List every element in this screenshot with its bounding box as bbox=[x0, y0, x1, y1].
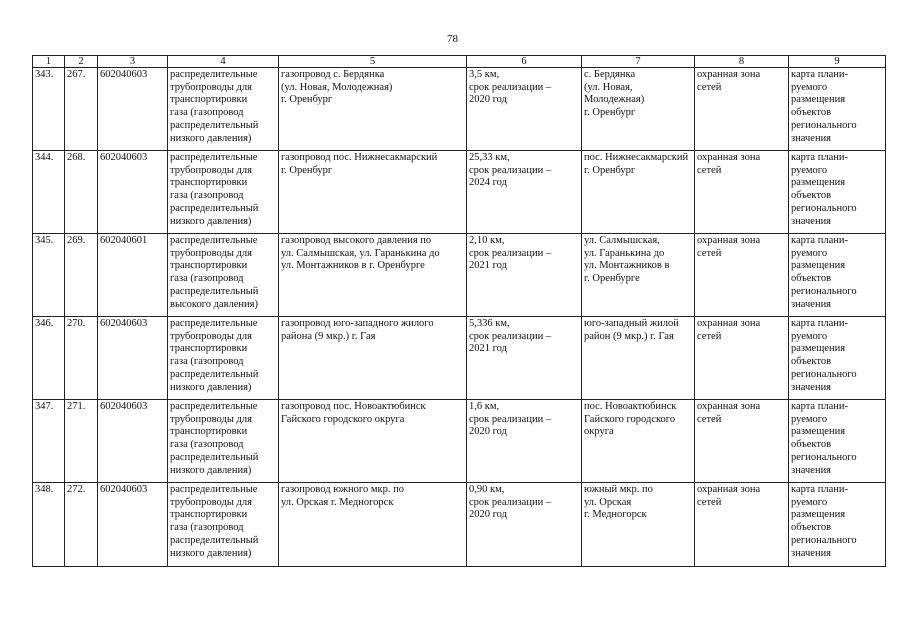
cell-line: транспортировки bbox=[170, 343, 248, 355]
cell-line: регионального bbox=[791, 119, 857, 131]
cell-line: охранная зона bbox=[697, 484, 761, 495]
cell-line: руемого bbox=[791, 496, 828, 508]
cell-line: с. Бердянка bbox=[584, 69, 636, 80]
code-cell: 602040601 bbox=[98, 234, 168, 317]
sub-number-cell: 268. bbox=[65, 151, 98, 234]
cell-line: 2020 год bbox=[469, 426, 507, 438]
cell-line: низкого давления) bbox=[170, 547, 252, 559]
cell-line: сетей bbox=[697, 496, 722, 508]
code-cell: 602040603 bbox=[98, 483, 168, 567]
cell-line: 2021 год bbox=[469, 260, 507, 272]
cell-line: 2020 год bbox=[469, 94, 507, 106]
location-cell bbox=[582, 483, 695, 567]
cell-line: срок реализации – bbox=[469, 81, 552, 93]
cell-line: Гайского городского bbox=[584, 413, 676, 425]
location-cell bbox=[582, 68, 695, 151]
column-header: 7 bbox=[582, 56, 695, 68]
cell-line: распределительный bbox=[170, 368, 259, 380]
cell-line: г. Оренбург bbox=[281, 94, 333, 106]
zone-cell bbox=[695, 400, 789, 483]
cell-line: газа (газопровод bbox=[170, 356, 244, 368]
cell-line: газопровод пос. Нижнесакмарский bbox=[281, 152, 438, 163]
sub-number-cell: 271. bbox=[65, 400, 98, 483]
cell-line: регионального bbox=[791, 451, 857, 463]
cell-line: газа (газопровод bbox=[170, 107, 244, 119]
code-cell: 602040603 bbox=[98, 151, 168, 234]
cell-line: руемого bbox=[791, 81, 828, 93]
cell-line: регионального bbox=[791, 534, 857, 546]
cell-line: ул. Салмышская, ул. Гаранькина до bbox=[281, 247, 440, 259]
column-header: 3 bbox=[98, 56, 168, 68]
object-type-cell bbox=[168, 68, 279, 151]
object-name-cell bbox=[279, 234, 467, 317]
cell-line: значения bbox=[791, 298, 832, 310]
table-row bbox=[33, 400, 886, 483]
cell-line: охранная зона bbox=[697, 401, 761, 412]
object-name-cell bbox=[279, 68, 467, 151]
cell-line: ул. Гаранькина до bbox=[584, 247, 665, 259]
cell-line: карта плани- bbox=[791, 152, 848, 163]
cell-line: объектов bbox=[791, 356, 832, 368]
cell-line: транспортировки bbox=[170, 94, 248, 106]
cell-line: пос. Новоактюбинск bbox=[584, 401, 677, 412]
cell-line: распределительные bbox=[170, 235, 258, 246]
cell-line: карта плани- bbox=[791, 318, 848, 329]
cell-line: карта плани- bbox=[791, 69, 848, 80]
cell-line: (ул. Новая, Молодежная) bbox=[281, 81, 393, 93]
cell-line: трубопроводы для bbox=[170, 413, 252, 425]
zone-cell bbox=[695, 317, 789, 400]
location-cell bbox=[582, 400, 695, 483]
parameters-cell bbox=[467, 68, 582, 151]
object-name-cell bbox=[279, 400, 467, 483]
object-type-cell bbox=[168, 151, 279, 234]
cell-line: 2020 год bbox=[469, 509, 507, 521]
cell-line: срок реализации – bbox=[469, 330, 552, 342]
cell-line: охранная зона bbox=[697, 235, 761, 246]
column-header: 6 bbox=[467, 56, 582, 68]
registry-table bbox=[32, 55, 886, 567]
cell-line: ул. Орская г. Медногорск bbox=[281, 496, 394, 508]
cell-line: размещения bbox=[791, 426, 846, 438]
row-number-cell: 344. bbox=[33, 151, 65, 234]
cell-line: срок реализации – bbox=[469, 496, 552, 508]
sub-number-cell: 269. bbox=[65, 234, 98, 317]
cell-line: срок реализации – bbox=[469, 247, 552, 259]
column-header: 9 bbox=[789, 56, 886, 68]
cell-line: распределительные bbox=[170, 318, 258, 329]
row-number-cell: 346. bbox=[33, 317, 65, 400]
cell-line: газопровод высокого давления по bbox=[281, 235, 432, 246]
cell-line: 25,33 км, bbox=[469, 152, 510, 163]
table-header-row bbox=[33, 56, 886, 68]
cell-line: г. Оренбург bbox=[584, 107, 636, 119]
cell-line: г. Оренбург bbox=[584, 164, 636, 176]
cell-line: газа (газопровод bbox=[170, 190, 244, 202]
column-header: 4 bbox=[168, 56, 279, 68]
cell-line: размещения bbox=[791, 509, 846, 521]
cell-line: трубопроводы для bbox=[170, 247, 252, 259]
basis-cell bbox=[789, 317, 886, 400]
sub-number-cell: 272. bbox=[65, 483, 98, 567]
table-row bbox=[33, 68, 886, 151]
object-type-cell bbox=[168, 234, 279, 317]
cell-line: газопровод юго-западного жилого bbox=[281, 318, 434, 329]
cell-line: ул. Орская bbox=[584, 496, 632, 508]
cell-line: значения bbox=[791, 547, 832, 559]
cell-line: 1,6 км, bbox=[469, 401, 500, 412]
zone-cell bbox=[695, 68, 789, 151]
cell-line: ул. Монтажников в г. Оренбурге bbox=[281, 260, 425, 272]
cell-line: объектов bbox=[791, 439, 832, 451]
cell-line: охранная зона bbox=[697, 318, 761, 329]
table-body bbox=[33, 68, 886, 567]
column-header: 8 bbox=[695, 56, 789, 68]
cell-line: (ул. Новая, bbox=[584, 81, 633, 93]
cell-line: размещения bbox=[791, 94, 846, 106]
cell-line: юго-западный жилой bbox=[584, 318, 679, 329]
cell-line: г. Оренбург bbox=[281, 164, 333, 176]
object-name-cell bbox=[279, 483, 467, 567]
cell-line: пос. Нижнесакмарский bbox=[584, 152, 689, 163]
cell-line: руемого bbox=[791, 330, 828, 342]
cell-line: низкого давления) bbox=[170, 215, 252, 227]
cell-line: распределительный bbox=[170, 451, 259, 463]
cell-line: распределительный bbox=[170, 534, 259, 546]
cell-line: размещения bbox=[791, 177, 846, 189]
sub-number-cell: 267. bbox=[65, 68, 98, 151]
cell-line: газа (газопровод bbox=[170, 273, 244, 285]
cell-line: 5,336 км, bbox=[469, 318, 510, 329]
cell-line: сетей bbox=[697, 413, 722, 425]
zone-cell bbox=[695, 234, 789, 317]
row-number-cell: 348. bbox=[33, 483, 65, 567]
parameters-cell bbox=[467, 400, 582, 483]
cell-line: карта плани- bbox=[791, 484, 848, 495]
cell-line: срок реализации – bbox=[469, 413, 552, 425]
cell-line: низкого давления) bbox=[170, 381, 252, 393]
cell-line: размещения bbox=[791, 260, 846, 272]
parameters-cell bbox=[467, 317, 582, 400]
parameters-cell bbox=[467, 151, 582, 234]
cell-line: распределительные bbox=[170, 401, 258, 412]
cell-line: значения bbox=[791, 464, 832, 476]
cell-line: газопровод пос. Новоактюбинск bbox=[281, 401, 426, 412]
cell-line: района (9 мкр.) г. Гая bbox=[281, 330, 376, 342]
cell-line: карта плани- bbox=[791, 235, 848, 246]
basis-cell bbox=[789, 400, 886, 483]
cell-line: ул. Монтажников в bbox=[584, 260, 670, 272]
column-header: 5 bbox=[279, 56, 467, 68]
cell-line: транспортировки bbox=[170, 509, 248, 521]
basis-cell bbox=[789, 151, 886, 234]
cell-line: газопровод с. Бердянка bbox=[281, 69, 385, 80]
cell-line: округа bbox=[584, 426, 614, 438]
cell-line: руемого bbox=[791, 247, 828, 259]
cell-line: 3,5 км, bbox=[469, 69, 500, 80]
table-row bbox=[33, 483, 886, 567]
cell-line: сетей bbox=[697, 330, 722, 342]
table-row bbox=[33, 234, 886, 317]
cell-line: объектов bbox=[791, 190, 832, 202]
cell-line: газопровод южного мкр. по bbox=[281, 484, 404, 495]
cell-line: трубопроводы для bbox=[170, 164, 252, 176]
parameters-cell bbox=[467, 483, 582, 567]
location-cell bbox=[582, 151, 695, 234]
cell-line: объектов bbox=[791, 522, 832, 534]
cell-line: руемого bbox=[791, 164, 828, 176]
row-number-cell: 343. bbox=[33, 68, 65, 151]
code-cell: 602040603 bbox=[98, 400, 168, 483]
cell-line: карта плани- bbox=[791, 401, 848, 412]
cell-line: газа (газопровод bbox=[170, 522, 244, 534]
cell-line: значения bbox=[791, 132, 832, 144]
cell-line: Гайского городского округа bbox=[281, 413, 405, 425]
cell-line: низкого давления) bbox=[170, 132, 252, 144]
object-type-cell bbox=[168, 400, 279, 483]
basis-cell bbox=[789, 68, 886, 151]
cell-line: распределительный bbox=[170, 285, 259, 297]
cell-line: охранная зона bbox=[697, 69, 761, 80]
cell-line: 2,10 км, bbox=[469, 235, 505, 246]
cell-line: южный мкр. по bbox=[584, 484, 653, 495]
object-type-cell bbox=[168, 317, 279, 400]
cell-line: распределительные bbox=[170, 484, 258, 495]
cell-line: сетей bbox=[697, 247, 722, 259]
cell-line: трубопроводы для bbox=[170, 496, 252, 508]
cell-line: низкого давления) bbox=[170, 464, 252, 476]
basis-cell bbox=[789, 234, 886, 317]
cell-line: размещения bbox=[791, 343, 846, 355]
code-cell: 602040603 bbox=[98, 317, 168, 400]
cell-line: руемого bbox=[791, 413, 828, 425]
cell-line: Молодежная) bbox=[584, 94, 645, 106]
cell-line: газа (газопровод bbox=[170, 439, 244, 451]
cell-line: охранная зона bbox=[697, 152, 761, 163]
cell-line: сетей bbox=[697, 81, 722, 93]
object-name-cell bbox=[279, 317, 467, 400]
cell-line: 2021 год bbox=[469, 343, 507, 355]
cell-line: распределительные bbox=[170, 152, 258, 163]
cell-line: срок реализации – bbox=[469, 164, 552, 176]
cell-line: 0,90 км, bbox=[469, 484, 505, 495]
location-cell bbox=[582, 234, 695, 317]
cell-line: трубопроводы для bbox=[170, 81, 252, 93]
cell-line: значения bbox=[791, 381, 832, 393]
location-cell bbox=[582, 317, 695, 400]
cell-line: г. Медногорск bbox=[584, 509, 647, 521]
code-cell: 602040603 bbox=[98, 68, 168, 151]
cell-line: г. Оренбурге bbox=[584, 273, 640, 285]
cell-line: 2024 год bbox=[469, 177, 507, 189]
sub-number-cell: 270. bbox=[65, 317, 98, 400]
zone-cell bbox=[695, 483, 789, 567]
cell-line: объектов bbox=[791, 273, 832, 285]
object-type-cell bbox=[168, 483, 279, 567]
cell-line: транспортировки bbox=[170, 260, 248, 272]
basis-cell bbox=[789, 483, 886, 567]
parameters-cell bbox=[467, 234, 582, 317]
cell-line: значения bbox=[791, 215, 832, 227]
cell-line: распределительный bbox=[170, 119, 259, 131]
cell-line: ул. Салмышская, bbox=[584, 235, 660, 246]
cell-line: регионального bbox=[791, 368, 857, 380]
cell-line: регионального bbox=[791, 285, 857, 297]
cell-line: трубопроводы для bbox=[170, 330, 252, 342]
cell-line: регионального bbox=[791, 202, 857, 214]
page-number: 78 bbox=[447, 33, 458, 45]
table-row bbox=[33, 317, 886, 400]
cell-line: транспортировки bbox=[170, 177, 248, 189]
cell-line: распределительные bbox=[170, 69, 258, 80]
table-row bbox=[33, 151, 886, 234]
cell-line: сетей bbox=[697, 164, 722, 176]
object-name-cell bbox=[279, 151, 467, 234]
cell-line: транспортировки bbox=[170, 426, 248, 438]
cell-line: объектов bbox=[791, 107, 832, 119]
row-number-cell: 345. bbox=[33, 234, 65, 317]
column-header: 2 bbox=[65, 56, 98, 68]
cell-line: район (9 мкр.) г. Гая bbox=[584, 330, 674, 342]
row-number-cell: 347. bbox=[33, 400, 65, 483]
cell-line: высокого давления) bbox=[170, 298, 258, 310]
column-header: 1 bbox=[33, 56, 65, 68]
cell-line: распределительный bbox=[170, 202, 259, 214]
zone-cell bbox=[695, 151, 789, 234]
